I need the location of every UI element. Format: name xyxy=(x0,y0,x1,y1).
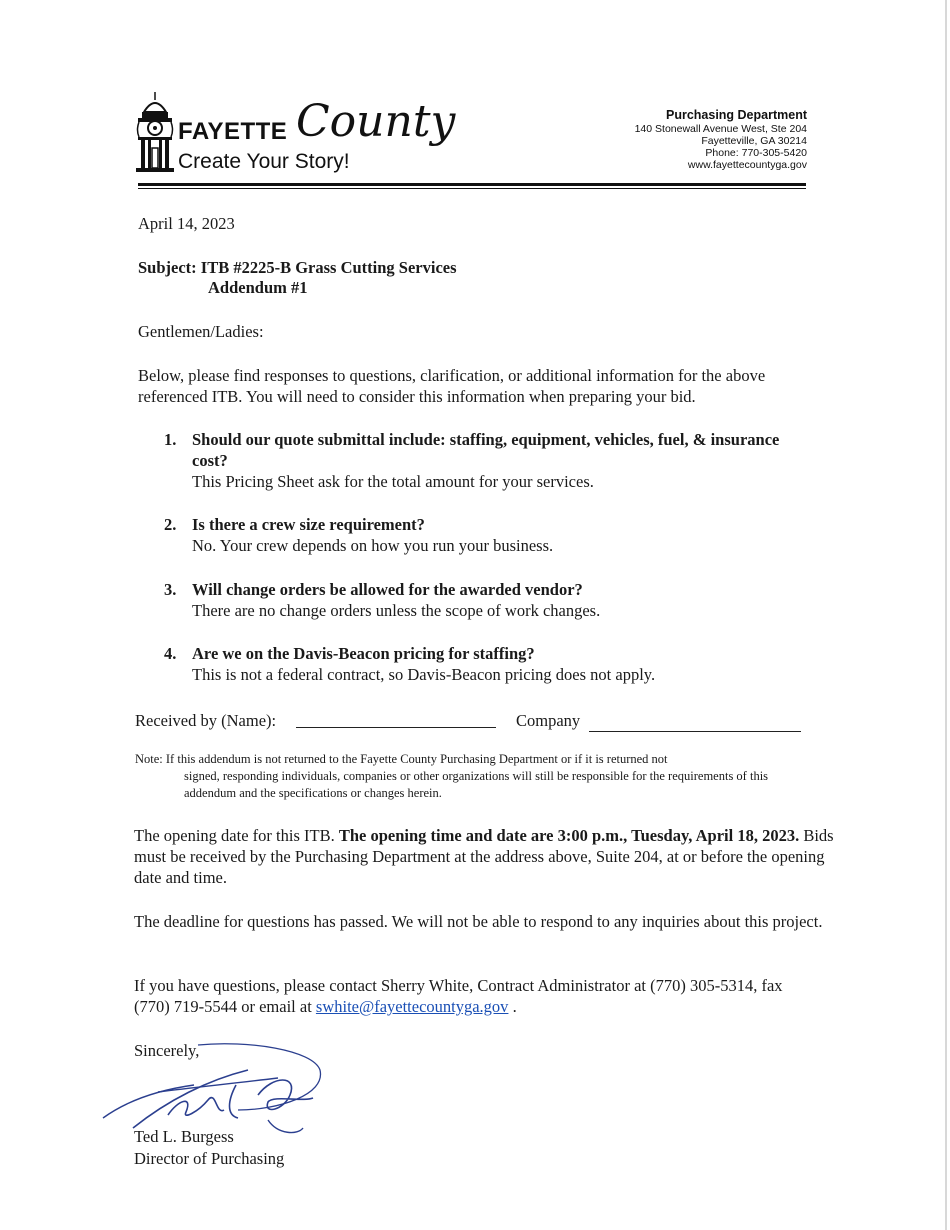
header-rule-thick xyxy=(138,183,806,186)
contact-text: If you have questions, please contact Sherry White, Contract Administrator at (770) 305-5314, fax (770) 719-5544 or email at xyxy=(134,976,783,1016)
opening-lead: The opening date for this ITB. xyxy=(134,826,335,845)
department-address-block xyxy=(635,107,807,171)
note-first-line: Note: If this addendum is not returned to the Fayette County Purchasing Department or if it is returned not xyxy=(135,752,668,766)
deadline-paragraph: The deadline for questions has passed. We will not be able to respond to any inquiries about this project. xyxy=(134,912,823,931)
address-line-2: Fayetteville, GA 30214 xyxy=(701,135,807,147)
received-by-signature-line[interactable] xyxy=(296,727,496,728)
opening-date-time: The opening time and date are 3:00 p.m., Tuesday, April 18, 2023. xyxy=(338,826,800,845)
contact-end: . xyxy=(512,997,517,1016)
handwritten-signature-icon xyxy=(98,1040,338,1140)
company-signature-line[interactable] xyxy=(589,731,801,732)
addendum-line: Addendum #1 xyxy=(208,278,308,297)
note-rest: signed, responding individuals, companies or other organizations will still be responsible for the requirements of this addendum and the specifications or changes herein. xyxy=(184,769,769,800)
question-text: Should our quote submittal include: staffing, equipment, vehicles, fuel, & insurance cost? xyxy=(192,430,780,470)
signer-title: Director of Purchasing xyxy=(134,1149,285,1168)
question-number: 2. xyxy=(164,515,177,534)
question-number: 3. xyxy=(164,580,177,599)
answer-text: No. Your crew depends on how you run your business. xyxy=(192,536,554,555)
answer-text: There are no change orders unless the scope of work changes. xyxy=(192,601,601,620)
website-line: www.fayettecountyga.gov xyxy=(687,159,807,171)
opening-paragraph xyxy=(134,825,844,888)
phone-line: Phone: 770-305-5420 xyxy=(705,147,807,159)
opening-rest: Bids must be received by the Purchasing Department at the address above, Suite 204, at or before the opening date and time. xyxy=(134,826,834,887)
answer-text: This is not a federal contract, so Davis-Beacon pricing does not apply. xyxy=(192,665,656,684)
logo-county-script: County xyxy=(296,96,456,147)
salutation: Gentlemen/Ladies: xyxy=(138,322,264,341)
department-title: Purchasing Department xyxy=(665,108,807,122)
question-text: Is there a crew size requirement? xyxy=(192,515,425,534)
question-text: Will change orders be allowed for the awarded vendor? xyxy=(192,580,583,599)
logo-fayette-text: FAYETTE xyxy=(178,118,288,145)
addendum-note xyxy=(135,751,800,802)
closing: Sincerely, xyxy=(134,1041,200,1060)
received-by-label: Received by (Name): xyxy=(135,711,277,730)
intro-paragraph: Below, please find responses to questions, clarification, or additional information for the above referenced ITB. You will need to consider this information when preparing your bid. xyxy=(138,366,766,406)
question-number: 1. xyxy=(164,430,177,449)
logo-tagline: Create Your Story! xyxy=(178,150,350,173)
contact-email-link[interactable]: swhite@fayettecountyga.gov xyxy=(315,997,509,1016)
address-line-1: 140 Stonewall Avenue West, Ste 204 xyxy=(634,123,807,135)
question-text: Are we on the Davis-Beacon pricing for staffing? xyxy=(192,644,535,663)
contact-paragraph xyxy=(134,975,814,1017)
answer-text: This Pricing Sheet ask for the total amount for your services. xyxy=(192,472,594,491)
company-label: Company xyxy=(516,711,581,730)
subject-line: Subject: ITB #2225-B Grass Cutting Services xyxy=(138,258,457,277)
page-edge xyxy=(945,0,947,1230)
letter-date: April 14, 2023 xyxy=(138,214,235,233)
signer-name: Ted L. Burgess xyxy=(134,1127,234,1146)
header-rule-thin xyxy=(138,188,806,189)
question-number: 4. xyxy=(164,644,177,663)
